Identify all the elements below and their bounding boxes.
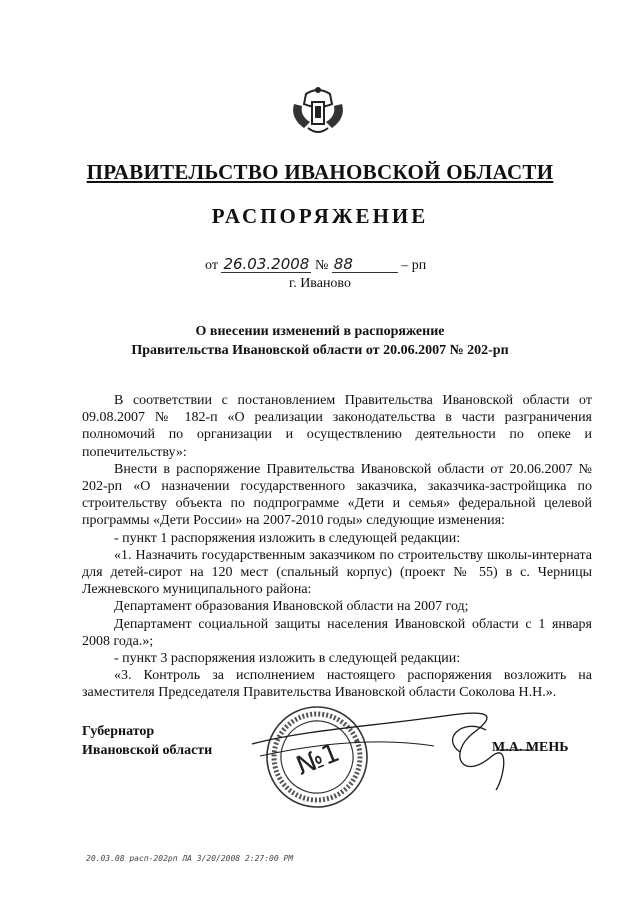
date-prefix: от [205,258,218,273]
paragraph-item-1-dept-education: Департамент образования Ивановской области на 2007 год; [114,599,469,615]
organization-title: ПРАВИТЕЛЬСТВО ИВАНОВСКОЙ ОБЛАСТИ [86,160,554,184]
number-label: № [314,258,329,273]
coat-of-arms-emblem [288,84,348,136]
handwritten-date: 26.03.2008 [221,256,311,273]
paragraph-item-1-dept-social: Департамент социальной защиты населения Ивановской области с 1 января 2008 года.»; [82,616,592,649]
paragraph-resolution: Внести в распоряжение Правительства Ивановской области от 20.06.2007 № 202-рп «О назначении государственного заказчика, заказчика-застройщика по строительству объекта по подпрограмме «Дети и семья» федеральной целевой программы «Дети России» на 2007-2010 годы» следующие изменения: [82,461,592,529]
date-number-line [205,256,426,274]
document-type-title: РАСПОРЯЖЕНИЕ [211,204,429,228]
paragraph-preamble: В соответствии с постановлением Правительства Ивановской области от 09.08.2007 № 182-п «О реализации законодательства в части разграничения полномочий по организации и осуществлению деятельности по опеке и попечительству»: [82,393,592,460]
document-subject [0,322,640,360]
paragraph-item-1-intro: - пункт 1 распоряжения изложить в следующей редакции: [114,530,461,546]
number-suffix: – рп [401,258,427,273]
paragraph-item-3-text: «3. Контроль за исполнением настоящего распоряжения возложить на заместителя Председателя Правительства Ивановской области Соколова Н.Н.». [82,668,592,701]
subject-line-2: Правительства Ивановской области от 20.06.2007 № 202-рп [131,343,509,358]
handwritten-signature [234,690,564,800]
handwritten-number: 88 [332,256,398,273]
stamp-number: №1 [292,737,344,782]
signatory-title-line-1: Губернатор [82,724,155,739]
document-body [82,392,592,702]
paragraph-item-1-text: «1. Назначить государственным заказчиком по строительству школы-интерната для детей-сирот на 120 мест (спальный корпус) (проект № 55) в с. Черницы Лежневского муниципального района: [82,547,592,598]
signatory-title-line-2: Ивановской области [82,743,213,758]
paragraph-item-3-intro: - пункт 3 распоряжения изложить в следующей редакции: [114,651,461,667]
signatory-name: М.А. МЕНЬ [492,740,569,755]
subject-line-1: О внесении изменений в распоряжение [195,324,445,339]
signatory-title [82,722,212,760]
city: г. Иваново [289,276,351,291]
file-footer: 20.03.08 расп-202рп ЛА 3/20/2008 2:27:00 PM [86,854,294,863]
